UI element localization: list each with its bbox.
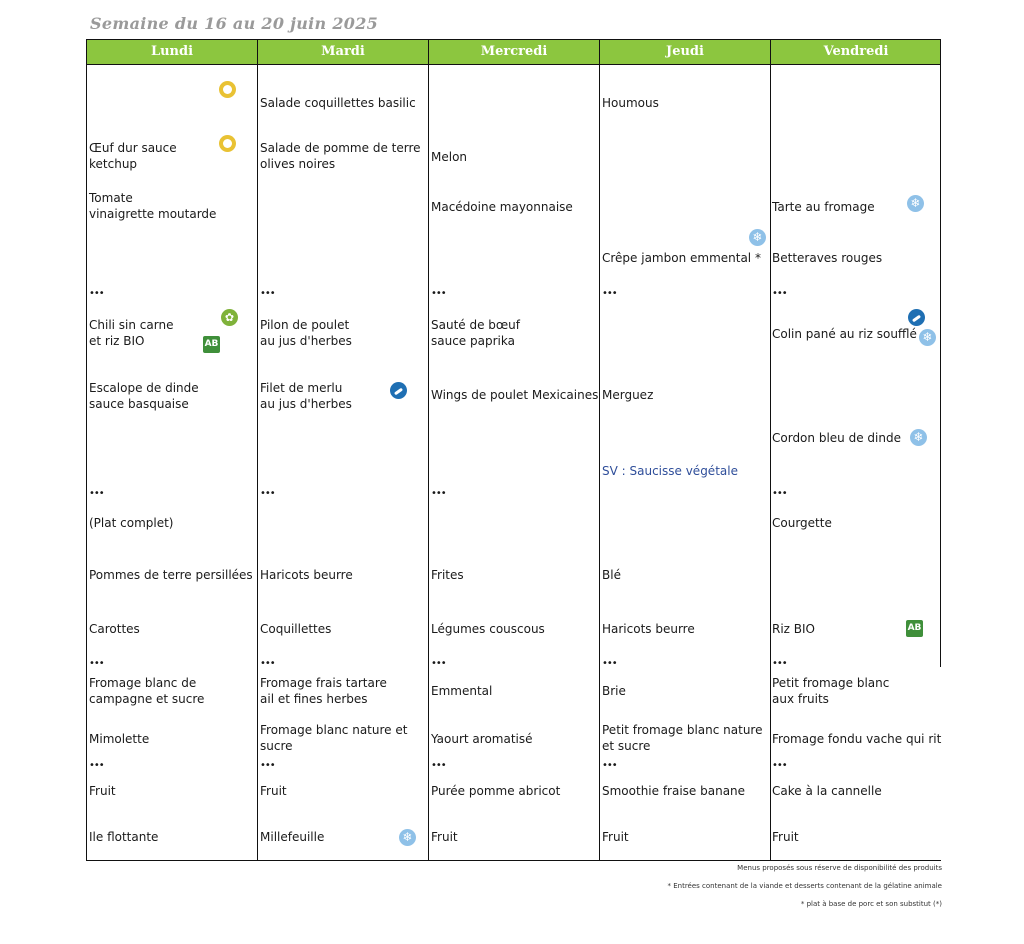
menu-item: Macédoine mayonnaise xyxy=(431,200,573,214)
menu-item: Légumes couscous xyxy=(431,622,545,636)
menu-item: Emmental xyxy=(431,684,493,698)
header-jeudi: Jeudi xyxy=(600,39,770,64)
menu-item: olives noires xyxy=(260,157,336,171)
menu-item: Blé xyxy=(602,568,621,582)
separator: ••• xyxy=(772,288,787,299)
menu-item: Colin pané au riz soufflé xyxy=(772,327,917,341)
menu-item: Purée pomme abricot xyxy=(431,784,561,798)
menu-item: Houmous xyxy=(602,96,659,110)
menu-item: Petit fromage blanc nature xyxy=(602,723,763,737)
separator: ••• xyxy=(89,488,104,499)
menu-item: (Plat complet) xyxy=(89,516,174,530)
menu-item: Sauté de bœuf xyxy=(431,318,521,332)
frozen-snowflake-icon: ❄ xyxy=(749,229,766,246)
separator: ••• xyxy=(89,760,104,771)
header-vendredi: Vendredi xyxy=(771,39,941,64)
separator: ••• xyxy=(260,288,275,299)
table-border-top xyxy=(86,39,941,40)
fish-icon xyxy=(390,382,407,399)
menu-item: Millefeuille xyxy=(260,830,325,844)
header-underline xyxy=(86,64,941,65)
separator: ••• xyxy=(260,760,275,771)
footnote: * plat à base de porc et son substitut (*) xyxy=(800,900,942,908)
menu-item: Fromage blanc nature et xyxy=(260,723,408,737)
menu-item: Smoothie fraise banane xyxy=(602,784,746,798)
menu-item: Escalope de dinde xyxy=(89,381,199,395)
menu-item: Mimolette xyxy=(89,732,150,746)
menu-item: Haricots beurre xyxy=(602,622,695,636)
menu-item: Œuf dur sauce xyxy=(89,141,177,155)
menu-item: et sucre xyxy=(602,739,651,753)
menu-item: Cordon bleu de dinde xyxy=(772,431,901,445)
menu-item: Pilon de poulet xyxy=(260,318,350,332)
organic-ab-icon: AB xyxy=(906,620,923,637)
menu-item: Melon xyxy=(431,150,468,164)
menu-item: campagne et sucre xyxy=(89,692,205,706)
menu-item: Ile flottante xyxy=(89,830,159,844)
separator: ••• xyxy=(602,658,617,669)
menu-item: Salade de pomme de terre xyxy=(260,141,421,155)
menu-item: sauce basquaise xyxy=(89,397,189,411)
menu-item: Fromage blanc de xyxy=(89,676,197,690)
separator: ••• xyxy=(89,658,104,669)
menu-item: Fruit xyxy=(602,830,629,844)
frozen-snowflake-icon: ❄ xyxy=(907,195,924,212)
frozen-snowflake-icon: ❄ xyxy=(399,829,416,846)
separator: ••• xyxy=(89,288,104,299)
column-divider xyxy=(428,39,429,861)
menu-item: sucre xyxy=(260,739,293,753)
organic-ab-icon: AB xyxy=(203,336,220,353)
page-title: Semaine du 16 au 20 juin 2025 xyxy=(90,14,379,33)
separator: ••• xyxy=(772,760,787,771)
menu-item: Salade coquillettes basilic xyxy=(260,96,416,110)
local-product-icon xyxy=(219,81,236,98)
column-divider xyxy=(770,39,771,861)
menu-item: Frites xyxy=(431,568,464,582)
menu-item: Fruit xyxy=(431,830,458,844)
menu-item: Brie xyxy=(602,684,626,698)
menu-item: Petit fromage blanc xyxy=(772,676,890,690)
separator: ••• xyxy=(260,658,275,669)
fish-icon xyxy=(908,309,925,326)
separator: ••• xyxy=(431,488,446,499)
frozen-snowflake-icon: ❄ xyxy=(919,329,936,346)
menu-item: vinaigrette moutarde xyxy=(89,207,217,221)
menu-item: Filet de merlu xyxy=(260,381,343,395)
separator: ••• xyxy=(431,658,446,669)
separator: ••• xyxy=(602,288,617,299)
menu-item: ail et fines herbes xyxy=(260,692,368,706)
column-divider xyxy=(599,39,600,861)
menu-item: et riz BIO xyxy=(89,334,145,348)
footnote: Menus proposés sous réserve de disponibilité des produits xyxy=(737,864,942,872)
menu-item: ketchup xyxy=(89,157,138,171)
separator: ••• xyxy=(772,488,787,499)
menu-table xyxy=(86,39,941,861)
menu-item: Yaourt aromatisé xyxy=(431,732,533,746)
separator: ••• xyxy=(602,760,617,771)
menu-item: Haricots beurre xyxy=(260,568,353,582)
menu-item: Fruit xyxy=(260,784,287,798)
menu-item: Riz BIO xyxy=(772,622,816,636)
header-mercredi: Mercredi xyxy=(429,39,599,64)
menu-item: Cake à la cannelle xyxy=(772,784,882,798)
menu-item: Carottes xyxy=(89,622,140,636)
footnote: * Entrées contenant de la viande et desserts contenant de la gélatine animale xyxy=(667,882,942,890)
menu-item: Fruit xyxy=(89,784,116,798)
column-divider xyxy=(257,39,258,861)
separator: ••• xyxy=(431,288,446,299)
menu-item: Crêpe jambon emmental * xyxy=(602,251,761,265)
menu-item: Wings de poulet Mexicaines xyxy=(431,388,599,402)
column-divider xyxy=(86,39,87,861)
table-border-bottom xyxy=(86,860,941,861)
header-mardi: Mardi xyxy=(258,39,428,64)
menu-item: Fruit xyxy=(772,830,799,844)
menu-item: aux fruits xyxy=(772,692,829,706)
menu-item: au jus d'herbes xyxy=(260,397,352,411)
frozen-snowflake-icon: ❄ xyxy=(910,429,927,446)
column-divider xyxy=(940,39,941,667)
menu-item: Fromage frais tartare xyxy=(260,676,387,690)
separator: ••• xyxy=(772,658,787,669)
menu-item-substitute: SV : Saucisse végétale xyxy=(602,464,738,478)
menu-item: Coquillettes xyxy=(260,622,332,636)
menu-item: sauce paprika xyxy=(431,334,515,348)
local-product-icon xyxy=(219,135,236,152)
menu-item: Tarte au fromage xyxy=(772,200,875,214)
menu-item: Tomate xyxy=(89,191,133,205)
menu-item: Pommes de terre persillées xyxy=(89,568,253,582)
menu-item: Fromage fondu vache qui rit xyxy=(772,732,942,746)
menu-item: au jus d'herbes xyxy=(260,334,352,348)
header-lundi: Lundi xyxy=(87,39,257,64)
menu-item: Chili sin carne xyxy=(89,318,174,332)
separator: ••• xyxy=(431,760,446,771)
menu-item: Betteraves rouges xyxy=(772,251,883,265)
vegetarian-icon: ✿ xyxy=(221,309,238,326)
menu-item: Merguez xyxy=(602,388,654,402)
menu-item: Courgette xyxy=(772,516,832,530)
separator: ••• xyxy=(260,488,275,499)
